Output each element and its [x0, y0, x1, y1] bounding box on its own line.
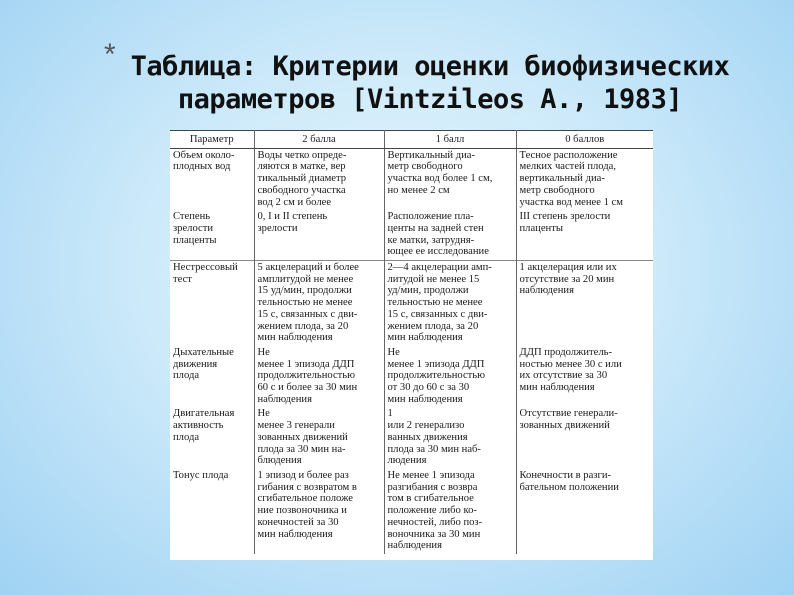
cell-line: менее 3 генерали — [257, 420, 335, 432]
parameter-cell — [170, 148, 254, 210]
cell-line: участка вод менее 1 см — [519, 196, 623, 208]
cell-line: ющее ее исследование — [387, 246, 489, 258]
cell-line: Воды четко опреде- — [257, 149, 347, 161]
score-2-cell — [254, 407, 384, 469]
cell-line: продолжительностью — [257, 370, 356, 382]
cell-line: метр свободного — [519, 184, 595, 196]
cell-line: плаценты — [519, 222, 563, 234]
score-0-cell — [516, 148, 653, 210]
cell-line: движения — [173, 358, 218, 370]
cell-line: мин наблюдения — [519, 382, 595, 394]
header-parameter: Параметр — [170, 131, 254, 149]
cell-line: сгибательное положе — [257, 493, 353, 505]
cell-line: их отсутствие за 30 — [519, 370, 608, 382]
cell-line: 15 с, связанных с дви- — [387, 308, 488, 320]
cell-line: менее 1 эпизода ДДП — [387, 358, 485, 370]
cell-line: продолжительностью — [387, 370, 486, 382]
parameter-cell — [170, 210, 254, 260]
cell-line: Степень — [173, 211, 211, 223]
cell-line: III степень зрелости — [519, 211, 611, 223]
cell-line: мин наблюдения — [387, 332, 463, 344]
cell-line: Не менее 1 эпизода — [387, 469, 475, 481]
cell-line: или 2 генерализо — [387, 420, 465, 432]
criteria-table — [170, 130, 653, 554]
score-1-cell — [384, 407, 516, 469]
cell-line: Не — [257, 408, 270, 420]
cell-line: ке матки, затрудня- — [387, 234, 475, 246]
score-1-cell — [384, 261, 516, 346]
cell-line: 1 акцелерация или их — [519, 262, 617, 274]
table-row — [170, 261, 653, 346]
cell-line: ние позвоночника и — [257, 505, 347, 517]
cell-line: литудой не менее 15 — [387, 273, 480, 285]
cell-line: участка вод более 1 см, — [387, 173, 493, 185]
score-1-cell — [384, 148, 516, 210]
cell-line: Вертикальный диа- — [387, 149, 476, 161]
score-1-cell — [384, 210, 516, 260]
cell-line: плода за 30 мин наб- — [387, 443, 481, 455]
cell-line: плодных вод — [173, 161, 231, 173]
cell-line: плода за 30 мин на- — [257, 443, 346, 455]
cell-line: 15 уд/мин, продолжи — [257, 285, 352, 297]
cell-line: зованных движений — [519, 420, 610, 432]
score-1-cell — [384, 469, 516, 554]
cell-line: тикальный диаметр — [257, 173, 347, 185]
cell-line: воночника за 30 мин — [387, 528, 481, 540]
title-line-2: параметров [Vintzileos A., 1983] — [177, 84, 683, 115]
cell-line: зрелости — [257, 222, 298, 234]
title-line-1: Таблица: Критерии оценки биофизических — [130, 51, 730, 82]
cell-line: Не — [387, 346, 400, 358]
cell-line: ляются в матке, вер — [257, 161, 346, 173]
score-1-cell — [384, 346, 516, 408]
cell-line: разгибания с возвра — [387, 481, 478, 493]
cell-line: Отсутствие генерали- — [519, 408, 618, 420]
cell-line: тельностью не менее — [387, 297, 483, 309]
cell-line: 2—4 акцелерации амп- — [387, 262, 492, 274]
cell-line: наблюдения — [519, 285, 574, 297]
cell-line: вертикальный диа- — [519, 173, 605, 185]
table-row — [170, 148, 653, 210]
cell-line: тельностью не менее — [257, 297, 353, 309]
score-0-cell — [516, 261, 653, 346]
cell-line: вод 2 см и более — [257, 196, 332, 208]
cell-line: нечностей, либо поз- — [387, 516, 483, 528]
cell-line: мин наблюдения — [387, 393, 463, 405]
header-score-2: 2 балла — [254, 131, 384, 149]
score-2-cell — [254, 346, 384, 408]
score-2-cell — [254, 261, 384, 346]
table-row — [170, 469, 653, 554]
cell-line: но менее 2 см — [387, 184, 450, 196]
cell-line: зрелости — [173, 222, 214, 234]
criteria-table-image — [170, 130, 653, 560]
cell-line: мин наблюдения — [257, 528, 333, 540]
score-0-cell — [516, 210, 653, 260]
cell-line: мин наблюдения — [257, 332, 333, 344]
cell-line: мелких частей плода, — [519, 161, 617, 173]
cell-line: уд/мин, продолжи — [387, 285, 469, 297]
parameter-cell — [170, 346, 254, 408]
cell-line: конечностей за 30 — [257, 516, 339, 528]
header-score-1: 1 балл — [384, 131, 516, 149]
cell-line: 15 с, связанных с дви- — [257, 308, 358, 320]
cell-line: амплитудой не менее — [257, 273, 354, 285]
cell-line: Дыхательные — [173, 346, 234, 358]
score-2-cell — [254, 148, 384, 210]
score-0-cell — [516, 346, 653, 408]
cell-line: Объем около- — [173, 149, 235, 161]
score-0-cell — [516, 469, 653, 554]
score-0-cell — [516, 407, 653, 469]
cell-line: Конечности в разги- — [519, 469, 612, 481]
cell-line: ванных движения — [387, 431, 468, 443]
cell-line: от 30 до 60 с за 30 — [387, 382, 470, 394]
score-2-cell — [254, 210, 384, 260]
cell-line: плода — [173, 370, 200, 382]
cell-line: плода — [173, 431, 200, 443]
cell-line: людения — [387, 455, 427, 467]
score-2-cell — [254, 469, 384, 554]
cell-line: метр свободного — [387, 161, 463, 173]
cell-line: Нестрессовый — [173, 262, 238, 274]
cell-line: том в сгибательное — [387, 493, 474, 505]
cell-line: 0, I и II степень — [257, 211, 328, 223]
table-header-row — [170, 131, 653, 149]
cell-line: плаценты — [173, 234, 217, 246]
table-row — [170, 346, 653, 408]
cell-line: 1 эпизод и более раз — [257, 469, 349, 481]
header-score-0: 0 баллов — [516, 131, 653, 149]
cell-line: менее 1 эпизода ДДП — [257, 358, 355, 370]
cell-line: 60 с и более за 30 мин — [257, 382, 358, 394]
cell-line: ДДП продолжитель- — [519, 346, 613, 358]
parameter-cell — [170, 407, 254, 469]
parameter-cell — [170, 469, 254, 554]
cell-line: Тесное расположение — [519, 149, 618, 161]
cell-line: наблюдения — [257, 393, 312, 405]
cell-line: жением плода, за 20 — [257, 320, 349, 332]
cell-line: положение либо ко- — [387, 505, 477, 517]
cell-line: ностью менее 30 с или — [519, 358, 622, 370]
table-row — [170, 210, 653, 260]
table-body — [170, 148, 653, 554]
cell-line: гибания с возвратом в — [257, 481, 357, 493]
cell-line: Тонус плода — [173, 469, 229, 481]
slide-title — [130, 50, 730, 116]
cell-line: Не — [257, 346, 270, 358]
cell-line: свободного участка — [257, 184, 346, 196]
cell-line: центы на задней стен — [387, 222, 484, 234]
cell-line: тест — [173, 273, 192, 285]
cell-line: зованных движений — [257, 431, 348, 443]
cell-line: 5 акцелераций и более — [257, 262, 359, 274]
cell-line: жением плода, за 20 — [387, 320, 479, 332]
table-row — [170, 407, 653, 469]
cell-line: бательном положении — [519, 481, 619, 493]
cell-line: блюдения — [257, 455, 302, 467]
cell-line: Двигательная — [173, 408, 235, 420]
cell-line: отсутствие за 20 мин — [519, 273, 615, 285]
cell-line: активность — [173, 420, 224, 432]
cell-line: 1 — [387, 408, 393, 420]
parameter-cell — [170, 261, 254, 346]
slide-bullet: * — [104, 38, 116, 71]
cell-line: наблюдения — [387, 540, 442, 552]
cell-line: Расположение пла- — [387, 211, 474, 223]
